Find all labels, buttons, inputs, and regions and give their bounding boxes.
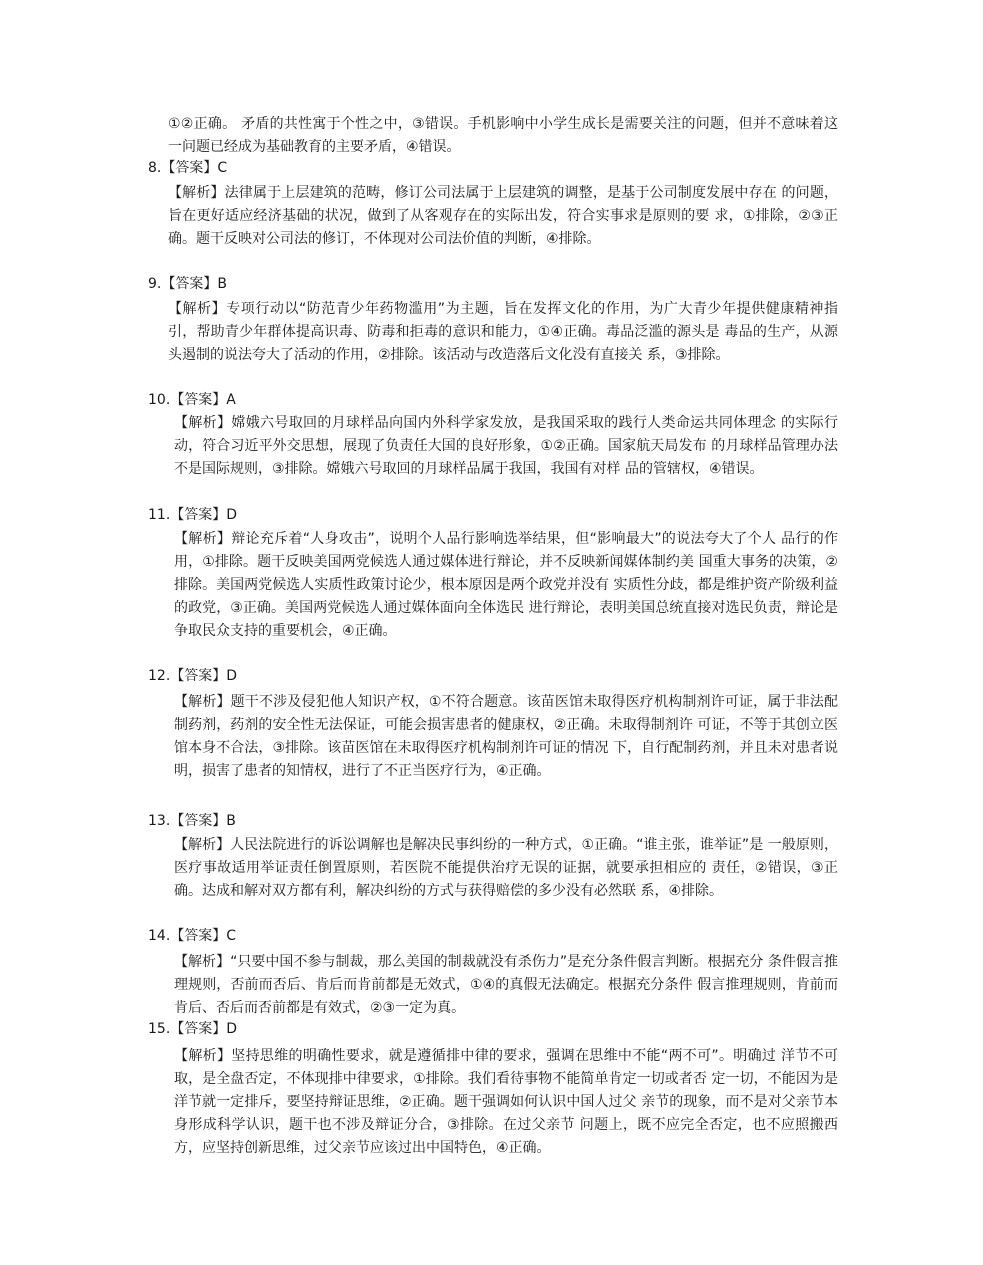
question-number: 12. <box>148 668 171 684</box>
explanation-q8: 【解析】法律属于上层建筑的范畴，修订公司法属于上层建筑的调整，是基于公司制度发展中存在 的问题，旨在更好适应经济基础的状况，做到了从客观存在的实际出发，符合实事求是原则的要 求，①排除，②③正确。题干反映对公司法的修订，不体现对公司法价值的判断，④排除。 <box>168 185 838 247</box>
explanation-q12: 【解析】题干不涉及侵犯他人知识产权，①不符合题意。该苗医馆未取得医疗机构制剂许可证，属于非法配制药剂，药剂的安全性无法保证，可能会损害患者的健康权，②正确。未取得制剂许 可证，不等于其创立医馆本身不合法，③排除。该苗医馆在未取得医疗机构制剂许可证的情况 下，自行配制药剂，并且未对患者说明，损害了患者的知情权，进行了不正当医疗行为，④正确。 <box>174 694 838 779</box>
question-number: 15. <box>148 1021 171 1037</box>
answer-line-q10 <box>148 390 236 410</box>
answer-line-q9 <box>148 274 227 294</box>
answer-line-q13 <box>148 811 236 831</box>
answer-label: 【答案】C <box>170 928 237 944</box>
answer-label: 【答案】B <box>170 813 236 829</box>
explanation-q7: ①②正确。 矛盾的共性寓于个性之中，③错误。手机影响中小学生成长是需要关注的问题，但并不意味着这 一问题已经成为基础教育的主要矛盾，④错误。 <box>168 116 838 155</box>
answer-label: 【答案】C <box>161 160 228 176</box>
explanation-q13: 【解析】人民法院进行的诉讼调解也是解决民事纠纷的一种方式，①正确。“谁主张，谁举证”是 一般原则，医疗事故适用举证责任倒置原则，若医院不能提供治疗无误的证据，就要承担相应的 责任，②错误，③正确。达成和解对双方都有利，解决纠纷的方式与获得赔偿的多少没有必然联 系，④排除。 <box>174 837 838 899</box>
question-number: 11. <box>148 507 171 523</box>
answer-line-q12 <box>148 666 237 686</box>
answer-line-q14 <box>148 926 236 946</box>
explanation-q9: 【解析】专项行动以“防范青少年药物滥用”为主题，旨在发挥文化的作用，为广大青少年提供健康精神指引，帮助青少年群体提高识毒、防毒和拒毒的意识和能力，①④正确。毒品泛滥的源头是 毒品的生产，从源头遏制的说法夸大了活动的作用，②排除。该活动与改造落后文化没有直接关 系，③排除。 <box>168 301 838 363</box>
answer-label: 【答案】D <box>170 668 238 684</box>
explanation-q10: 【解析】嫦娥六号取回的月球样品向国内外科学家发放，是我国采取的践行人类命运共同体理念 的实际行动，符合习近平外交思想，展现了负责任大国的良好形象，①②正确。国家航天局发布 的月球样品管理办法不是国际规则，③排除。嫦娥六号取回的月球样品属于我国，我国有对样 品的管辖权，④错误。 <box>174 415 838 477</box>
answer-line-q15 <box>148 1019 237 1039</box>
answer-label: 【答案】A <box>170 392 236 408</box>
question-number: 14. <box>148 928 171 944</box>
question-number: 8. <box>148 160 162 176</box>
question-number: 13. <box>148 813 171 829</box>
question-number: 10. <box>148 392 171 408</box>
answer-label: 【答案】D <box>170 507 238 523</box>
explanation-q11: 【解析】辩论充斥着“人身攻击”，说明个人品行影响选举结果，但“影响最大”的说法夸大了个人 品行的作用，①排除。题干反映美国两党候选人通过媒体进行辩论，并不反映新闻媒体制约美 国重大事务的决策，②排除。美国两党候选人实质性政策讨论少，根本原因是两个政党并没有 实质性分歧，都是维护资产阶级利益的政党，③正确。美国两党候选人通过媒体面向全体选民 进行辩论，表明美国总统直接对选民负责，辩论是争取民众支持的重要机会，④正确。 <box>174 531 838 639</box>
answer-label: 【答案】B <box>161 276 227 292</box>
answer-line-q11 <box>148 505 237 525</box>
explanation-q15: 【解析】坚持思维的明确性要求，就是遵循排中律的要求，强调在思维中不能“两不可”。明确过 洋节不可取，是全盘否定，不体现排中律要求，①排除。我们看待事物不能简单肯定一切或者否 定一切，不能因为是洋节就一定排斥，要坚持辩证思维，②正确。题干强调如何认识中国人过父 亲节的现象，而不是对父亲节本身形成科学认识，题干也不涉及辩证分合，③排除。在过父亲节 问题上，既不应完全否定，也不应照搬西方，应坚持创新思维，过父亲节应该过出中国特色，④正确。 <box>174 1048 838 1156</box>
question-number: 9. <box>148 276 162 292</box>
explanation-q14: 【解析】“只要中国不参与制裁，那么美国的制裁就没有杀伤力”是充分条件假言判断。根据充分 条件假言推理规则，否前而否后、肯后而肯前都是无效式，①④的真假无法确定。根据充分条件 假言推理规则，肯前而肯后、否后而否前都是有效式，②③一定为真。 <box>174 954 838 1016</box>
answer-label: 【答案】D <box>170 1021 238 1037</box>
answer-line-q8 <box>148 158 227 178</box>
